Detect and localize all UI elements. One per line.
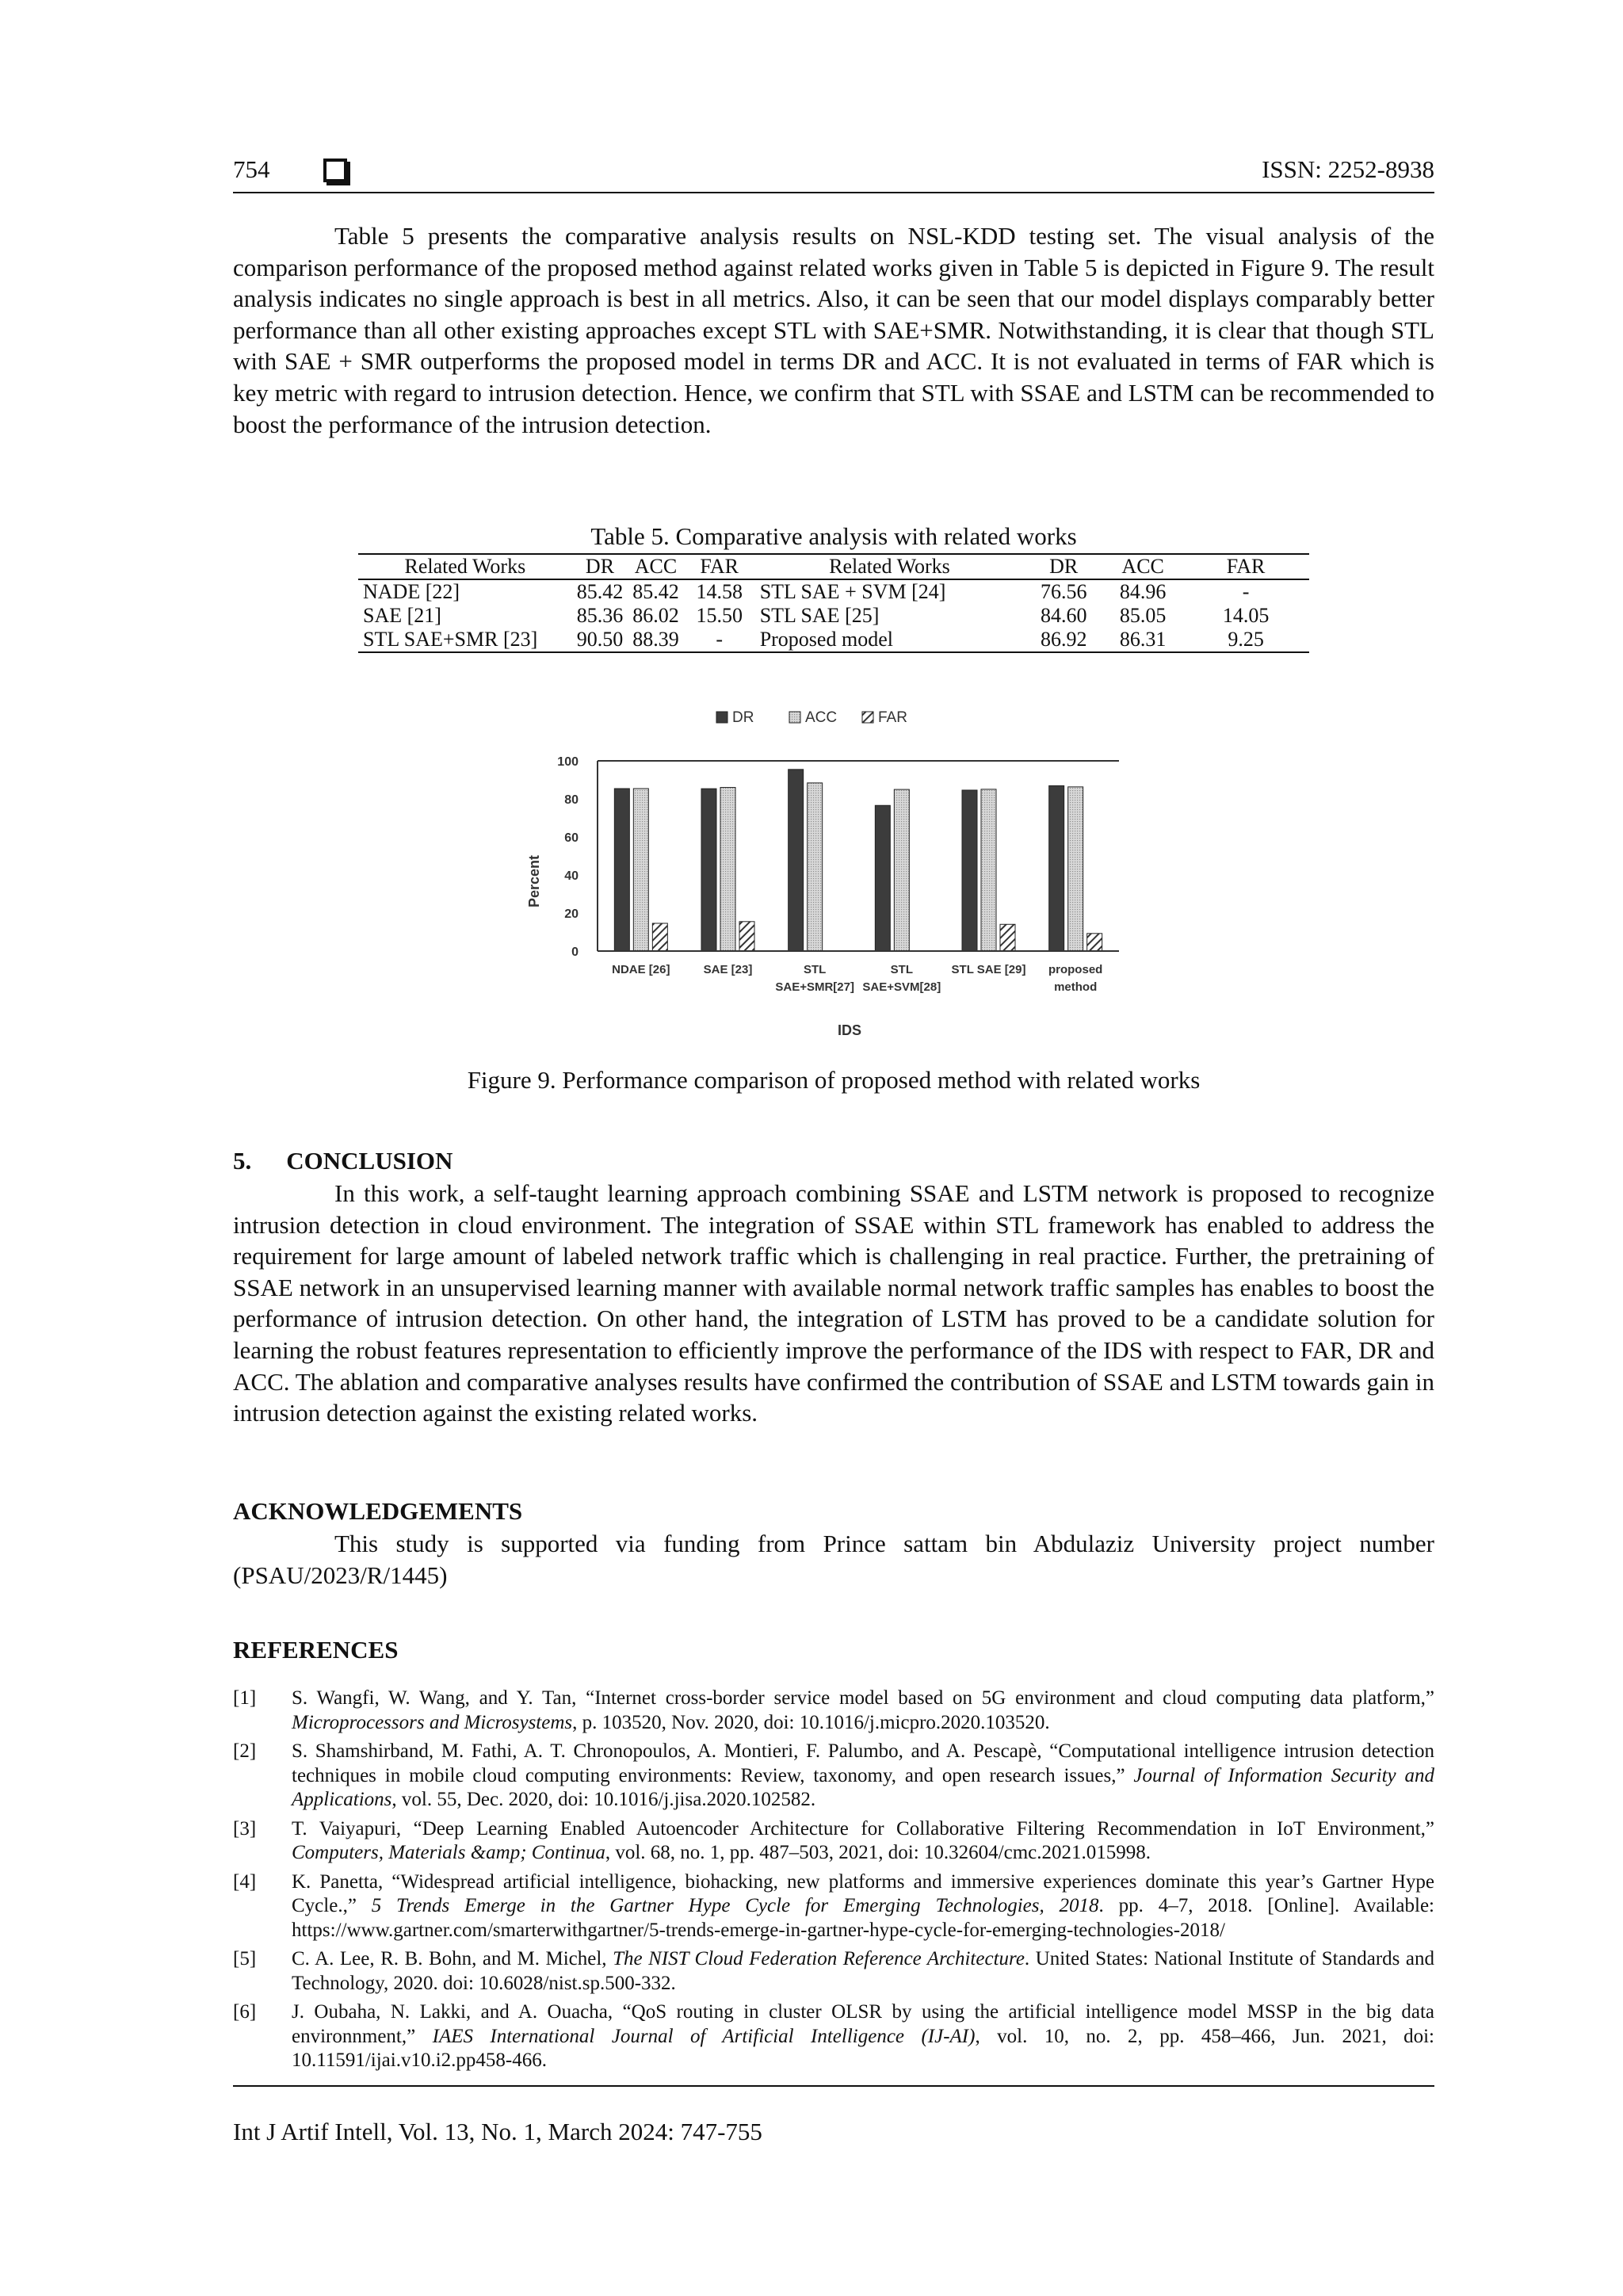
table-cell: - — [1242, 580, 1250, 603]
reference-text: S. Wangfi, W. Wang, and Y. Tan, “Internet cross-border service model based on 5G environment and cloud computing data platform,” — [292, 1687, 1434, 1709]
reference-number: [3] — [233, 1817, 257, 1839]
table-cell: 14.58 — [696, 580, 743, 603]
header-rule — [233, 192, 1434, 193]
references-title: REFERENCES — [233, 1636, 399, 1664]
reference-item — [233, 1870, 1434, 1943]
x-axis-label: IDS — [837, 1022, 862, 1038]
reference-source: Journal of Information Security and Applications — [292, 1764, 1434, 1810]
figure9-caption: Figure 9. Performance comparison of proposed method with related works — [467, 1066, 1201, 1094]
bar-acc — [981, 789, 996, 951]
bar-acc — [1068, 787, 1083, 951]
table-header-cell: Related Works — [755, 554, 1025, 579]
reference-number: [1] — [233, 1687, 257, 1709]
reference-source: Microprocessors and Microsystems — [292, 1711, 573, 1733]
x-tick-label: SAE [23] — [703, 963, 753, 976]
table-cell: STL SAE+SMR [23] — [358, 628, 572, 652]
reference-source: IAES International Journal of Artificial Intelligence (IJ-AI) — [432, 2025, 976, 2047]
reference-details: , p. 103520, Nov. 2020, doi: 10.1016/j.micpro.2020.103520. — [572, 1711, 1050, 1733]
table-cell: 86.31 — [1103, 628, 1182, 652]
legend-swatch-far — [862, 712, 873, 723]
reference-text: J. Oubaha, N. Lakki, and A. Ouacha, “QoS routing in cluster OLSR by using the artificial intelligence model MSSP in the big data environnment,” — [292, 2001, 1434, 2047]
bar-dr — [789, 770, 804, 951]
table-cell: Proposed model — [755, 628, 1025, 652]
checkbox-square-icon — [323, 159, 347, 182]
legend-swatch-acc — [789, 712, 800, 723]
table-header-cell: FAR — [684, 554, 755, 579]
table-row — [358, 628, 1309, 652]
reference-text: C. A. Lee, R. B. Bohn, and M. Michel, — [292, 1948, 613, 1969]
bar-dr — [701, 789, 716, 951]
table-header-cell: DR — [572, 554, 628, 579]
table-cell: - — [684, 628, 755, 652]
table-cell: 76.56 — [1040, 580, 1087, 603]
bar-far — [739, 922, 754, 951]
table-cell: 86.02 — [632, 604, 679, 627]
acknowledgements-title: ACKNOWLEDGEMENTS — [233, 1497, 523, 1525]
x-tick-label: STL — [803, 963, 827, 976]
x-tick-label: NDAE [26] — [612, 963, 670, 976]
reference-text: K. Panetta, “Widespread artificial intelligence, biohacking, new platforms and immersive experiences dominate this year’s Gartner Hype Cycle.,” — [292, 1870, 1434, 1916]
bar-dr — [614, 789, 629, 951]
page-header — [233, 155, 1434, 187]
reference-item — [233, 1947, 1434, 1996]
reference-source: 5 Trends Emerge in the Gartner Hype Cycle for Emerging Technologies, 2018 — [371, 1895, 1099, 1916]
y-axis-label: Percent — [526, 854, 542, 908]
bar-dr — [875, 805, 890, 951]
legend-label: FAR — [878, 709, 907, 726]
references-list — [233, 1687, 1434, 2078]
y-tick-label: 60 — [564, 831, 579, 845]
table-cell: 85.05 — [1119, 604, 1167, 627]
legend-swatch-dr — [716, 712, 727, 723]
y-tick-label: 40 — [564, 869, 579, 883]
reference-details: , vol. 55, Dec. 2020, doi: 10.1016/j.jisa.2020.102582. — [391, 1789, 816, 1810]
reference-details: , vol. 68, no. 1, pp. 487–503, 2021, doi: 10.32604/cmc.2021.015998. — [605, 1842, 1151, 1863]
conclusion-text: In this work, a self-taught learning approach combining SSAE and LSTM network is proposed to recognize intrusion detection in cloud environment. The integration of SSAE within STL framework has enabled to address the requirement for large amount of labeled network traffic which is challenging in real practice. Further, the pretraining of SSAE network in an unsupervised learning manner with available normal network traffic samples has enables to boost the performance of intrusion detection. On other hand, the integration of LSTM has proved to be a candidate solution for learning the robust features representation to efficiently improve the performance of the IDS with respect to FAR, DR and ACC. The ablation and comparative analyses results have confirmed the contribution of SSAE and LSTM towards gain in intrusion detection against the existing related works. — [233, 1179, 1434, 1427]
table-cell: 88.39 — [628, 628, 684, 652]
reference-number: [6] — [233, 2001, 257, 2023]
table-cell: SAE [21] — [363, 604, 441, 627]
bar-far — [652, 923, 667, 951]
x-tick-label: method — [1054, 980, 1098, 994]
table-cell: 9.25 — [1182, 628, 1309, 652]
y-tick-label: 100 — [557, 755, 579, 769]
page-footer: Int J Artif Intell, Vol. 13, No. 1, March 2024: 747-755 — [233, 2118, 762, 2145]
table-header-cell: ACC — [628, 554, 684, 579]
reference-source: Computers, Materials &amp; Continua — [292, 1842, 605, 1863]
reference-number: [5] — [233, 1948, 257, 1969]
acknowledgements-text: This study is supported via funding from Prince sattam bin Abdulaziz University project number (PSAU/2023/R/1445) — [233, 1530, 1434, 1589]
table-header-cell: ACC — [1103, 554, 1182, 579]
table-row — [358, 579, 1309, 604]
reference-details: , vol. 10, no. 2, pp. 458–466, Jun. 2021, doi: 10.11591/ijai.v10.i2.pp458-466. — [292, 2025, 1435, 2071]
footer-rule — [233, 2085, 1434, 2087]
table-header-cell: Related Works — [358, 554, 572, 579]
table-cell: STL SAE [25] — [759, 604, 880, 627]
bar-dr — [962, 790, 977, 951]
table-body — [358, 579, 1309, 652]
table-header-cell: DR — [1024, 554, 1103, 579]
x-tick-label: STL — [890, 963, 914, 976]
reference-text: S. Shamshirband, M. Fathi, A. T. Chronopoulos, A. Montieri, F. Palumbo, and A. Pescapè, “Computational intelligence intrusion detection techniques in mobile cloud computing environments: Review, taxonomy, and open research issues,” — [292, 1740, 1434, 1786]
table-cell: 86.92 — [1024, 628, 1103, 652]
performance-bar-chart — [495, 697, 1144, 1046]
intro-paragraph: Table 5 presents the comparative analysis results on NSL-KDD testing set. The visual analysis of the comparison performance of the proposed method against related works given in Table 5 is depicted in Figure 9. The result analysis indicates no single approach is best in all metrics. Also, it can be seen that our model displays comparably better performance than all other existing approaches except STL with SAE+SMR. Notwithstanding, it is clear that though STL with SAE + SMR outperforms the proposed model in terms DR and ACC. It is not evaluated in terms of FAR which is key metric with regard to intrusion detection. Hence, we confirm that STL with SSAE and LSTM can be recommended to boost the performance of the intrusion detection. — [233, 222, 1434, 438]
table-cell: NADE [22] — [363, 580, 460, 603]
x-tick-label: STL SAE [29] — [951, 963, 1026, 976]
x-axis — [598, 951, 1119, 994]
table5 — [358, 553, 1309, 653]
y-tick-label: 80 — [564, 793, 579, 807]
legend-label: DR — [732, 709, 754, 726]
chart-legend — [716, 709, 907, 726]
table5-caption: Table 5. Comparative analysis with related works — [590, 522, 1077, 550]
reference-item — [233, 1817, 1434, 1866]
x-tick-label: SAE+SVM[28] — [862, 980, 941, 994]
reference-details: . United States: National Institute of Standards and Technology, 2020. doi: 10.6028/nist.sp.500-332. — [292, 1948, 1434, 1994]
table-cell: 85.42 — [632, 580, 679, 603]
reference-text: T. Vaiyapuri, “Deep Learning Enabled Autoencoder Architecture for Collaborative Filtering Recommendation in IoT Environment,” — [292, 1817, 1434, 1839]
table-cell: 85.42 — [576, 580, 624, 603]
table-cell: 85.36 — [576, 604, 624, 627]
table-cell: 15.50 — [696, 604, 743, 627]
bar-acc — [633, 789, 648, 951]
table-row — [358, 604, 1309, 628]
bar-acc — [808, 783, 823, 951]
bar-far — [1000, 924, 1015, 951]
conclusion-number: 5. — [233, 1147, 252, 1175]
y-tick-label: 20 — [564, 907, 579, 921]
table-cell: STL SAE + SVM [24] — [759, 580, 946, 603]
legend-label: ACC — [805, 709, 838, 726]
table-cell: 84.60 — [1040, 604, 1087, 627]
x-tick-label: SAE+SMR[27] — [775, 980, 854, 994]
y-tick-label: 0 — [571, 946, 579, 959]
bar-acc — [894, 789, 909, 951]
table-header-cell: FAR — [1182, 554, 1309, 579]
bars — [614, 770, 1102, 951]
table-cell: 90.50 — [572, 628, 628, 652]
reference-details: . pp. 4–7, 2018. [Online]. Available: https://www.gartner.com/smarterwithgartner/5-trends-emerge-in-gartner-hype-cycle-for-emerging-technologies-2018/ — [292, 1895, 1434, 1941]
bar-dr — [1049, 785, 1064, 951]
bar-acc — [720, 788, 735, 951]
table-cell: 14.05 — [1222, 604, 1270, 627]
conclusion-heading — [233, 1147, 453, 1175]
reference-item — [233, 1740, 1434, 1813]
x-tick-label: proposed — [1048, 963, 1103, 976]
reference-item — [233, 2000, 1434, 2073]
reference-number: [4] — [233, 1870, 257, 1893]
table-cell: 84.96 — [1119, 580, 1167, 603]
conclusion-title: CONCLUSION — [286, 1147, 453, 1175]
reference-source: The NIST Cloud Federation Reference Architecture — [613, 1948, 1025, 1969]
table-header-row — [358, 554, 1309, 579]
bar-far — [1087, 934, 1102, 951]
reference-item — [233, 1687, 1434, 1735]
reference-number: [2] — [233, 1740, 257, 1762]
page-number: 754 — [233, 155, 270, 183]
issn: ISSN: 2252-8938 — [1262, 155, 1434, 183]
